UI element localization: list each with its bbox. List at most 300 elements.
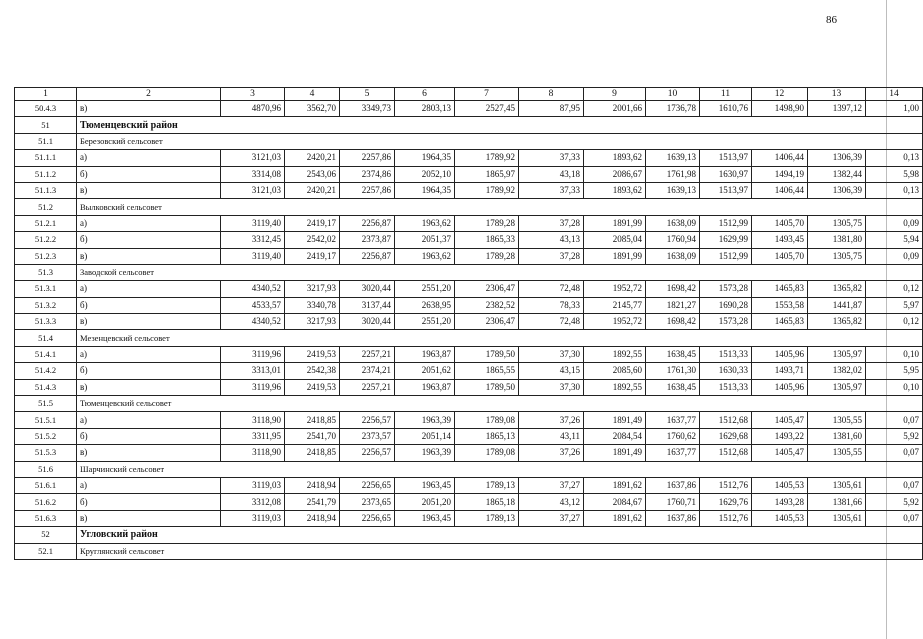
value-cell: 3020,44 <box>340 314 395 330</box>
table-body <box>15 88 923 560</box>
value-cell: 1690,28 <box>700 297 752 313</box>
value-cell: 1405,53 <box>752 510 808 526</box>
value-cell: 1397,12 <box>808 101 866 117</box>
value-cell: 1513,97 <box>700 182 752 198</box>
subsection-row <box>15 396 923 412</box>
value-cell: 1381,80 <box>808 232 866 248</box>
value-cell: 3312,45 <box>221 232 285 248</box>
value-cell: 2420,21 <box>285 182 340 198</box>
value-cell: 1512,76 <box>700 510 752 526</box>
value-cell: 1512,76 <box>700 477 752 493</box>
value-cell: 1789,92 <box>455 150 519 166</box>
value-cell: 2256,57 <box>340 412 395 428</box>
value-cell: 1305,61 <box>808 510 866 526</box>
row-label: а) <box>77 281 221 297</box>
table-row <box>15 346 923 362</box>
value-cell: 1553,58 <box>752 297 808 313</box>
value-cell: 1736,78 <box>646 101 700 117</box>
row-label: б) <box>77 166 221 182</box>
value-cell: 37,27 <box>519 477 584 493</box>
table-row <box>15 445 923 461</box>
value-cell: 2256,87 <box>340 215 395 231</box>
value-cell: 3311,95 <box>221 428 285 444</box>
subsection-title: Вылковский сельсовет <box>77 199 923 215</box>
value-cell: 2419,53 <box>285 346 340 362</box>
value-cell: 3349,73 <box>340 101 395 117</box>
value-cell: 3119,03 <box>221 477 285 493</box>
value-cell: 3119,96 <box>221 379 285 395</box>
value-cell: 2256,65 <box>340 510 395 526</box>
value-cell: 3312,08 <box>221 494 285 510</box>
value-cell: 1305,55 <box>808 445 866 461</box>
value-cell: 2084,67 <box>584 494 646 510</box>
value-cell: 1789,92 <box>455 182 519 198</box>
value-cell: 0,10 <box>866 346 923 362</box>
section-title: Тюменцевский район <box>77 117 923 133</box>
row-label: а) <box>77 346 221 362</box>
value-cell: 1865,18 <box>455 494 519 510</box>
value-cell: 1405,96 <box>752 346 808 362</box>
value-cell: 1305,75 <box>808 215 866 231</box>
value-cell: 3119,40 <box>221 215 285 231</box>
value-cell: 4533,57 <box>221 297 285 313</box>
value-cell: 1963,62 <box>395 215 455 231</box>
row-label: а) <box>77 477 221 493</box>
value-cell: 37,26 <box>519 445 584 461</box>
value-cell: 2551,20 <box>395 314 455 330</box>
value-cell: 2257,21 <box>340 346 395 362</box>
value-cell: 2306,47 <box>455 314 519 330</box>
value-cell: 1963,45 <box>395 510 455 526</box>
section-row <box>15 527 923 543</box>
value-cell: 1893,62 <box>584 182 646 198</box>
value-cell: 1639,13 <box>646 150 700 166</box>
row-code: 51.5.2 <box>15 428 77 444</box>
value-cell: 2001,66 <box>584 101 646 117</box>
row-code: 51 <box>15 117 77 133</box>
value-cell: 1573,28 <box>700 281 752 297</box>
value-cell: 3217,93 <box>285 314 340 330</box>
value-cell: 1629,76 <box>700 494 752 510</box>
value-cell: 1963,45 <box>395 477 455 493</box>
value-cell: 2374,86 <box>340 166 395 182</box>
row-label: в) <box>77 101 221 117</box>
value-cell: 1498,90 <box>752 101 808 117</box>
value-cell: 2051,62 <box>395 363 455 379</box>
value-cell: 1512,68 <box>700 412 752 428</box>
value-cell: 2418,94 <box>285 477 340 493</box>
value-cell: 1865,97 <box>455 166 519 182</box>
value-cell: 2257,21 <box>340 379 395 395</box>
value-cell: 1639,13 <box>646 182 700 198</box>
value-cell: 1382,02 <box>808 363 866 379</box>
value-cell: 0,07 <box>866 412 923 428</box>
value-cell: 2085,60 <box>584 363 646 379</box>
value-cell: 1789,08 <box>455 412 519 428</box>
value-cell: 1698,42 <box>646 281 700 297</box>
value-cell: 1629,99 <box>700 232 752 248</box>
table-row <box>15 494 923 510</box>
table-row <box>15 215 923 231</box>
row-label: б) <box>77 232 221 248</box>
value-cell: 0,10 <box>866 379 923 395</box>
value-cell: 0,09 <box>866 215 923 231</box>
value-cell: 1441,87 <box>808 297 866 313</box>
value-cell: 1381,60 <box>808 428 866 444</box>
row-code: 51.5 <box>15 396 77 412</box>
row-label: в) <box>77 248 221 264</box>
row-code: 51.3.1 <box>15 281 77 297</box>
row-code: 51.6.1 <box>15 477 77 493</box>
column-number-cell: 10 <box>646 88 700 101</box>
value-cell: 2527,45 <box>455 101 519 117</box>
value-cell: 1638,45 <box>646 346 700 362</box>
value-cell: 1789,50 <box>455 346 519 362</box>
value-cell: 1,00 <box>866 101 923 117</box>
subsection-row <box>15 543 923 559</box>
value-cell: 1493,71 <box>752 363 808 379</box>
table-row <box>15 477 923 493</box>
value-cell: 1305,61 <box>808 477 866 493</box>
row-code: 51.5.3 <box>15 445 77 461</box>
row-code: 51.6.3 <box>15 510 77 526</box>
row-code: 51.6 <box>15 461 77 477</box>
value-cell: 1405,70 <box>752 215 808 231</box>
value-cell: 2418,85 <box>285 445 340 461</box>
section-row <box>15 117 923 133</box>
value-cell: 3119,96 <box>221 346 285 362</box>
value-cell: 1891,62 <box>584 477 646 493</box>
value-cell: 2256,65 <box>340 477 395 493</box>
value-cell: 1405,70 <box>752 248 808 264</box>
value-cell: 1493,45 <box>752 232 808 248</box>
value-cell: 4340,52 <box>221 314 285 330</box>
value-cell: 2551,20 <box>395 281 455 297</box>
value-cell: 2541,70 <box>285 428 340 444</box>
value-cell: 1865,55 <box>455 363 519 379</box>
value-cell: 1891,99 <box>584 215 646 231</box>
value-cell: 3121,03 <box>221 182 285 198</box>
row-label: в) <box>77 379 221 395</box>
value-cell: 3314,08 <box>221 166 285 182</box>
value-cell: 0,13 <box>866 182 923 198</box>
row-label: в) <box>77 510 221 526</box>
row-label: а) <box>77 150 221 166</box>
table-row <box>15 363 923 379</box>
table-row <box>15 150 923 166</box>
column-number-cell: 2 <box>77 88 221 101</box>
value-cell: 1305,75 <box>808 248 866 264</box>
value-cell: 2419,53 <box>285 379 340 395</box>
value-cell: 1963,39 <box>395 412 455 428</box>
value-cell: 2084,54 <box>584 428 646 444</box>
value-cell: 1630,97 <box>700 166 752 182</box>
value-cell: 78,33 <box>519 297 584 313</box>
subsection-row <box>15 330 923 346</box>
value-cell: 0,09 <box>866 248 923 264</box>
row-code: 52 <box>15 527 77 543</box>
row-label: б) <box>77 297 221 313</box>
row-code: 52.1 <box>15 543 77 559</box>
column-number-cell: 4 <box>285 88 340 101</box>
table-row <box>15 182 923 198</box>
value-cell: 1513,33 <box>700 379 752 395</box>
value-cell: 43,15 <box>519 363 584 379</box>
value-cell: 2542,38 <box>285 363 340 379</box>
value-cell: 1761,30 <box>646 363 700 379</box>
value-cell: 5,97 <box>866 297 923 313</box>
value-cell: 3562,70 <box>285 101 340 117</box>
value-cell: 2374,21 <box>340 363 395 379</box>
value-cell: 1405,47 <box>752 445 808 461</box>
column-number-cell: 6 <box>395 88 455 101</box>
value-cell: 37,26 <box>519 412 584 428</box>
table-row <box>15 510 923 526</box>
column-number-cell: 12 <box>752 88 808 101</box>
subsection-title: Заводской сельсовет <box>77 264 923 280</box>
value-cell: 1406,44 <box>752 182 808 198</box>
value-cell: 1789,50 <box>455 379 519 395</box>
value-cell: 5,92 <box>866 494 923 510</box>
value-cell: 1405,96 <box>752 379 808 395</box>
value-cell: 1891,49 <box>584 412 646 428</box>
subsection-row <box>15 461 923 477</box>
value-cell: 1365,82 <box>808 281 866 297</box>
value-cell: 37,30 <box>519 346 584 362</box>
value-cell: 2085,04 <box>584 232 646 248</box>
value-cell: 1465,83 <box>752 281 808 297</box>
column-number-row <box>15 88 923 101</box>
value-cell: 1760,71 <box>646 494 700 510</box>
value-cell: 1305,55 <box>808 412 866 428</box>
subsection-row <box>15 264 923 280</box>
value-cell: 2420,21 <box>285 150 340 166</box>
value-cell: 1305,97 <box>808 379 866 395</box>
row-code: 51.1 <box>15 133 77 149</box>
value-cell: 2257,86 <box>340 182 395 198</box>
value-cell: 1789,08 <box>455 445 519 461</box>
value-cell: 3137,44 <box>340 297 395 313</box>
value-cell: 2419,17 <box>285 215 340 231</box>
value-cell: 1891,99 <box>584 248 646 264</box>
value-cell: 2541,79 <box>285 494 340 510</box>
value-cell: 0,12 <box>866 314 923 330</box>
value-cell: 1406,44 <box>752 150 808 166</box>
value-cell: 3118,90 <box>221 412 285 428</box>
value-cell: 1865,13 <box>455 428 519 444</box>
value-cell: 5,92 <box>866 428 923 444</box>
row-code: 51.3.2 <box>15 297 77 313</box>
value-cell: 1630,33 <box>700 363 752 379</box>
row-code: 51.4.2 <box>15 363 77 379</box>
value-cell: 1952,72 <box>584 281 646 297</box>
row-code: 51.6.2 <box>15 494 77 510</box>
value-cell: 1893,62 <box>584 150 646 166</box>
row-code: 51.4.3 <box>15 379 77 395</box>
value-cell: 2145,77 <box>584 297 646 313</box>
row-code: 51.2 <box>15 199 77 215</box>
value-cell: 2382,52 <box>455 297 519 313</box>
row-code: 50.4.3 <box>15 101 77 117</box>
table-row <box>15 166 923 182</box>
row-code: 51.4.1 <box>15 346 77 362</box>
value-cell: 3020,44 <box>340 281 395 297</box>
value-cell: 1638,09 <box>646 215 700 231</box>
value-cell: 1964,35 <box>395 150 455 166</box>
row-label: б) <box>77 428 221 444</box>
value-cell: 3313,01 <box>221 363 285 379</box>
column-number-cell: 11 <box>700 88 752 101</box>
value-cell: 0,13 <box>866 150 923 166</box>
row-code: 51.2.1 <box>15 215 77 231</box>
subsection-title: Шарчинский сельсовет <box>77 461 923 477</box>
value-cell: 2051,37 <box>395 232 455 248</box>
value-cell: 3121,03 <box>221 150 285 166</box>
subsection-title: Круглянский сельсовет <box>77 543 923 559</box>
value-cell: 2052,10 <box>395 166 455 182</box>
value-cell: 1637,86 <box>646 510 700 526</box>
value-cell: 1789,13 <box>455 510 519 526</box>
value-cell: 37,28 <box>519 215 584 231</box>
value-cell: 1964,35 <box>395 182 455 198</box>
value-cell: 1637,77 <box>646 445 700 461</box>
value-cell: 2051,14 <box>395 428 455 444</box>
value-cell: 1963,87 <box>395 346 455 362</box>
row-code: 51.1.2 <box>15 166 77 182</box>
value-cell: 1405,53 <box>752 477 808 493</box>
value-cell: 1865,33 <box>455 232 519 248</box>
value-cell: 2373,87 <box>340 232 395 248</box>
value-cell: 3340,78 <box>285 297 340 313</box>
value-cell: 2256,87 <box>340 248 395 264</box>
value-cell: 1891,62 <box>584 510 646 526</box>
row-label: б) <box>77 363 221 379</box>
row-label: в) <box>77 314 221 330</box>
value-cell: 2543,06 <box>285 166 340 182</box>
row-label: а) <box>77 412 221 428</box>
value-cell: 43,18 <box>519 166 584 182</box>
row-code: 51.3 <box>15 264 77 280</box>
subsection-row <box>15 199 923 215</box>
value-cell: 1573,28 <box>700 314 752 330</box>
value-cell: 1512,68 <box>700 445 752 461</box>
value-cell: 2051,20 <box>395 494 455 510</box>
value-cell: 1789,28 <box>455 248 519 264</box>
column-number-cell: 14 <box>866 88 923 101</box>
value-cell: 1513,97 <box>700 150 752 166</box>
value-cell: 1493,28 <box>752 494 808 510</box>
value-cell: 37,30 <box>519 379 584 395</box>
value-cell: 37,33 <box>519 150 584 166</box>
value-cell: 1382,44 <box>808 166 866 182</box>
row-code: 51.2.3 <box>15 248 77 264</box>
value-cell: 3217,93 <box>285 281 340 297</box>
value-cell: 1381,66 <box>808 494 866 510</box>
page-number: 86 <box>826 14 837 26</box>
table-row <box>15 248 923 264</box>
value-cell: 1638,45 <box>646 379 700 395</box>
table-row <box>15 101 923 117</box>
table-row <box>15 297 923 313</box>
value-cell: 4340,52 <box>221 281 285 297</box>
value-cell: 1963,62 <box>395 248 455 264</box>
section-title: Угловский район <box>77 527 923 543</box>
row-code: 51.3.3 <box>15 314 77 330</box>
value-cell: 1512,99 <box>700 215 752 231</box>
value-cell: 2257,86 <box>340 150 395 166</box>
value-cell: 1493,22 <box>752 428 808 444</box>
subsection-row <box>15 133 923 149</box>
value-cell: 1305,97 <box>808 346 866 362</box>
value-cell: 37,28 <box>519 248 584 264</box>
value-cell: 1821,27 <box>646 297 700 313</box>
value-cell: 2638,95 <box>395 297 455 313</box>
value-cell: 1610,76 <box>700 101 752 117</box>
column-number-cell: 5 <box>340 88 395 101</box>
value-cell: 2542,02 <box>285 232 340 248</box>
value-cell: 5,98 <box>866 166 923 182</box>
value-cell: 0,07 <box>866 445 923 461</box>
value-cell: 1892,55 <box>584 346 646 362</box>
value-cell: 2418,85 <box>285 412 340 428</box>
value-cell: 0,12 <box>866 281 923 297</box>
table-row <box>15 314 923 330</box>
table-row <box>15 428 923 444</box>
column-number-cell: 8 <box>519 88 584 101</box>
value-cell: 1760,94 <box>646 232 700 248</box>
row-code: 51.1.3 <box>15 182 77 198</box>
table-row <box>15 412 923 428</box>
value-cell: 0,07 <box>866 510 923 526</box>
value-cell: 2306,47 <box>455 281 519 297</box>
subsection-title: Мезенцевский сельсовет <box>77 330 923 346</box>
column-number-cell: 9 <box>584 88 646 101</box>
row-code: 51.2.2 <box>15 232 77 248</box>
value-cell: 1306,39 <box>808 150 866 166</box>
value-cell: 43,13 <box>519 232 584 248</box>
tariff-table <box>14 87 923 560</box>
value-cell: 3119,03 <box>221 510 285 526</box>
value-cell: 2256,57 <box>340 445 395 461</box>
subsection-title: Березовский сельсовет <box>77 133 923 149</box>
value-cell: 3119,40 <box>221 248 285 264</box>
value-cell: 2086,67 <box>584 166 646 182</box>
value-cell: 1963,87 <box>395 379 455 395</box>
value-cell: 72,48 <box>519 281 584 297</box>
value-cell: 72,48 <box>519 314 584 330</box>
row-code: 51.5.1 <box>15 412 77 428</box>
value-cell: 87,95 <box>519 101 584 117</box>
value-cell: 1637,77 <box>646 412 700 428</box>
value-cell: 1761,98 <box>646 166 700 182</box>
value-cell: 1513,33 <box>700 346 752 362</box>
value-cell: 2373,65 <box>340 494 395 510</box>
value-cell: 37,27 <box>519 510 584 526</box>
value-cell: 1952,72 <box>584 314 646 330</box>
value-cell: 43,12 <box>519 494 584 510</box>
value-cell: 1365,82 <box>808 314 866 330</box>
value-cell: 4870,96 <box>221 101 285 117</box>
value-cell: 1512,99 <box>700 248 752 264</box>
value-cell: 1963,39 <box>395 445 455 461</box>
row-code: 51.4 <box>15 330 77 346</box>
value-cell: 1638,09 <box>646 248 700 264</box>
value-cell: 2419,17 <box>285 248 340 264</box>
value-cell: 43,11 <box>519 428 584 444</box>
value-cell: 1891,49 <box>584 445 646 461</box>
table-row <box>15 232 923 248</box>
value-cell: 1760,62 <box>646 428 700 444</box>
